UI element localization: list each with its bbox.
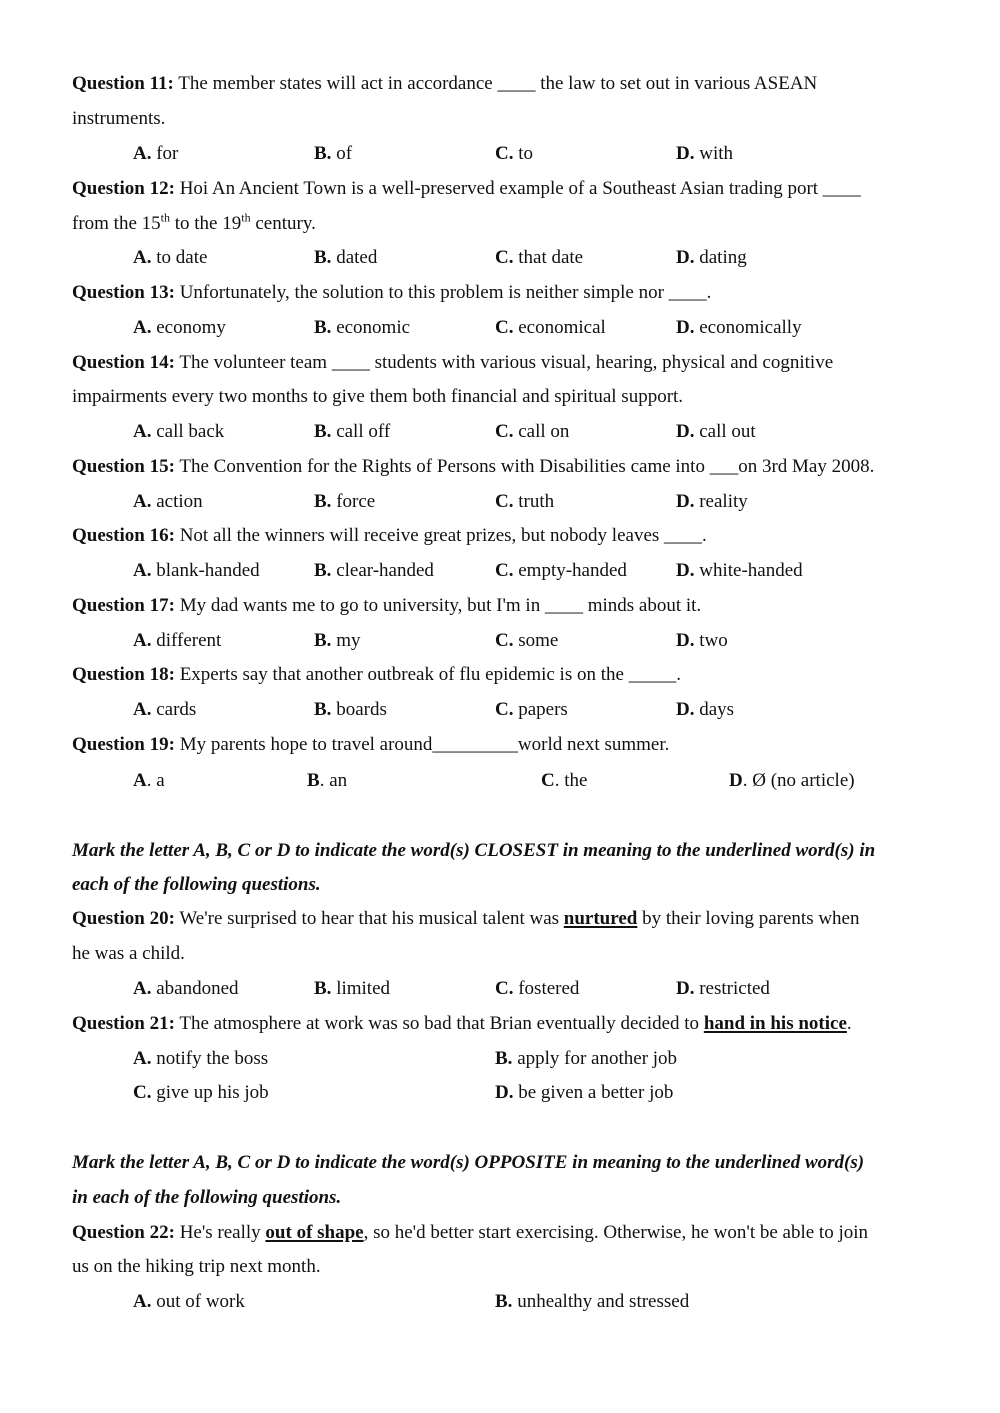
option-b[interactable]: B. call off [314, 421, 391, 442]
option-b[interactable]: B. apply for another job [495, 1048, 678, 1069]
question-text: The member states will act in accordance ____ the law to set out in various ASEAN [178, 73, 818, 94]
option-d[interactable]: D. call out [676, 421, 756, 442]
question-text-end: . [846, 1013, 852, 1034]
question-18 [72, 663, 681, 687]
option-a[interactable]: A. out of work [133, 1291, 245, 1312]
option-b[interactable]: B. my [314, 630, 361, 651]
question-label: Question 17: [72, 595, 175, 616]
option-b[interactable]: B. an [307, 770, 348, 791]
question-11 [72, 72, 817, 96]
option-d[interactable]: D. white-handed [676, 560, 803, 581]
option-b[interactable]: B. economic [314, 317, 411, 338]
question-text: Unfortunately, the solution to this problem is neither simple nor ____. [179, 282, 712, 303]
option-c[interactable]: C. give up his job [133, 1082, 269, 1103]
question-label: Question 16: [72, 525, 175, 546]
option-d[interactable]: D. economically [676, 317, 802, 338]
question-text-continued: impairments every two months to give them both financial and spiritual support. [72, 386, 684, 407]
question-20 [72, 907, 860, 931]
option-a[interactable]: A. cards [133, 699, 197, 720]
instruction-closest-continued: each of the following questions. [72, 874, 321, 895]
option-d[interactable]: D. days [676, 699, 735, 720]
question-text: He's really [179, 1222, 261, 1243]
option-a[interactable]: A. a [133, 770, 165, 791]
option-a[interactable]: A. for [133, 143, 179, 164]
option-a[interactable]: A. action [133, 491, 203, 512]
option-c[interactable]: C. truth [495, 491, 555, 512]
question-text: Not all the winners will receive great prizes, but nobody leaves ____. [179, 525, 707, 546]
option-d[interactable]: D. restricted [676, 978, 770, 999]
underlined-word: nurtured [563, 908, 638, 929]
option-b[interactable]: B. boards [314, 699, 387, 720]
option-c[interactable]: C. to [495, 143, 534, 164]
question-label: Question 18: [72, 664, 175, 685]
option-c[interactable]: C. some [495, 630, 559, 651]
instruction-opposite-continued: in each of the following questions. [72, 1187, 342, 1208]
option-d[interactable]: D. be given a better job [495, 1082, 674, 1103]
question-label: Question 12: [72, 178, 175, 199]
question-text-end: by their loving parents when [642, 908, 860, 929]
option-b[interactable]: B. limited [314, 978, 391, 999]
option-a[interactable]: A. abandoned [133, 978, 239, 999]
question-text-continued: from the 15th to the 19th century. [72, 210, 316, 234]
option-c[interactable]: C. empty-handed [495, 560, 627, 581]
question-16 [72, 524, 707, 548]
question-text: The Convention for the Rights of Persons with Disabilities came into ___on 3rd May 2008. [179, 456, 875, 477]
option-c[interactable]: C. economical [495, 317, 606, 338]
question-label: Question 14: [72, 352, 175, 373]
option-d[interactable]: D. dating [676, 247, 747, 268]
option-d[interactable]: D. reality [676, 491, 748, 512]
question-text: The atmosphere at work was so bad that Brian eventually decided to [179, 1013, 700, 1034]
question-label: Question 11: [72, 73, 174, 94]
option-c[interactable]: C. call on [495, 421, 570, 442]
question-text: Experts say that another outbreak of flu epidemic is on the _____. [179, 664, 681, 685]
option-d[interactable]: D. Ø (no article) [729, 770, 855, 791]
question-text-end: , so he'd better start exercising. Otherwise, he won't be able to join [363, 1222, 869, 1243]
question-label: Question 19: [72, 734, 175, 755]
option-d[interactable]: D. two [676, 630, 728, 651]
underlined-phrase: out of shape [265, 1222, 364, 1243]
question-label: Question 15: [72, 456, 175, 477]
underlined-phrase: hand in his notice [703, 1013, 847, 1034]
question-22 [72, 1221, 868, 1245]
question-14 [72, 351, 833, 375]
question-text: My parents hope to travel around_________world next summer. [179, 734, 670, 755]
question-label: Question 20: [72, 908, 175, 929]
option-d[interactable]: D. with [676, 143, 734, 164]
question-text-continued: us on the hiking trip next month. [72, 1256, 321, 1277]
option-a[interactable]: A. to date [133, 247, 208, 268]
option-a[interactable]: A. call back [133, 421, 225, 442]
option-b[interactable]: B. force [314, 491, 376, 512]
option-a[interactable]: A. blank-handed [133, 560, 260, 581]
question-label: Question 13: [72, 282, 175, 303]
question-text: The volunteer team ____ students with various visual, hearing, physical and cognitive [179, 352, 834, 373]
option-c[interactable]: C. papers [495, 699, 568, 720]
question-12 [72, 177, 861, 201]
question-label: Question 22: [72, 1222, 175, 1243]
question-21 [72, 1012, 852, 1036]
option-c[interactable]: C. that date [495, 247, 584, 268]
question-13 [72, 281, 711, 305]
question-15 [72, 455, 874, 479]
option-a[interactable]: A. notify the boss [133, 1048, 269, 1069]
option-c[interactable]: C. the [541, 770, 588, 791]
question-19 [72, 733, 669, 757]
option-b[interactable]: B. dated [314, 247, 378, 268]
option-b[interactable]: B. of [314, 143, 353, 164]
option-b[interactable]: B. unhealthy and stressed [495, 1291, 690, 1312]
instruction-opposite: Mark the letter A, B, C or D to indicate the word(s) OPPOSITE in meaning to the underlined word(s) [72, 1152, 865, 1173]
option-a[interactable]: A. different [133, 630, 222, 651]
question-text: We're surprised to hear that his musical talent was [179, 908, 560, 929]
instruction-closest: Mark the letter A, B, C or D to indicate the word(s) CLOSEST in meaning to the underlined word(s) in [72, 840, 876, 861]
question-text-continued: instruments. [72, 108, 166, 129]
option-b[interactable]: B. clear-handed [314, 560, 434, 581]
question-17 [72, 594, 701, 618]
question-label: Question 21: [72, 1013, 175, 1034]
question-text: Hoi An Ancient Town is a well-preserved example of a Southeast Asian trading port ____ [179, 178, 861, 199]
question-text-continued: he was a child. [72, 943, 185, 964]
option-a[interactable]: A. economy [133, 317, 226, 338]
option-c[interactable]: C. fostered [495, 978, 580, 999]
question-text: My dad wants me to go to university, but I'm in ____ minds about it. [179, 595, 702, 616]
